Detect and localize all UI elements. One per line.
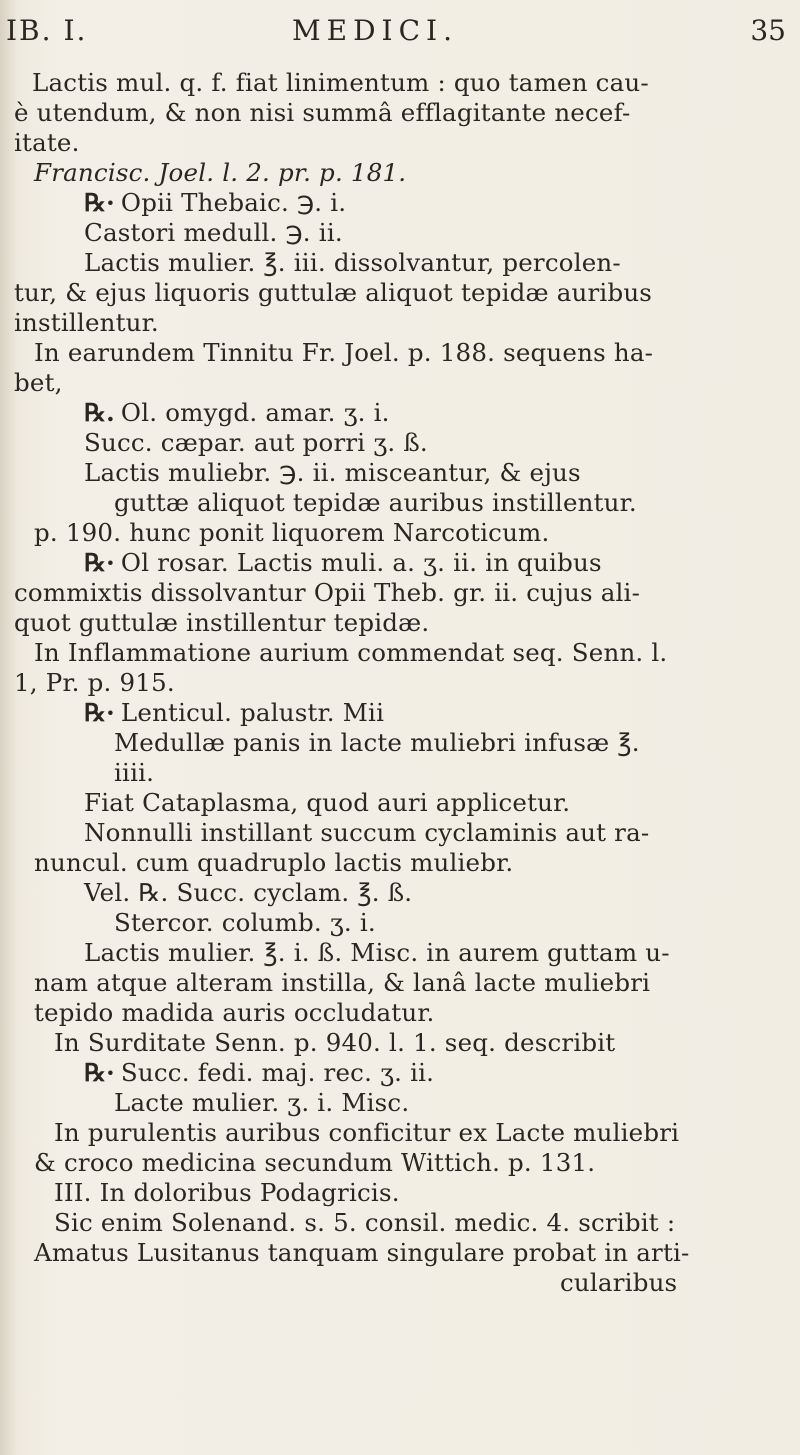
- line-text: Nonnulli instillant succum cyclaminis aut ra-: [84, 818, 650, 847]
- text-line: [14, 668, 175, 698]
- text-line: [114, 1088, 409, 1118]
- text-line: [84, 188, 346, 218]
- text-line: [14, 98, 631, 128]
- line-text: quot guttulæ instillentur tepidæ.: [14, 608, 430, 637]
- text-line: [114, 488, 637, 518]
- line-text: 1, Pr. p. 915.: [14, 668, 175, 697]
- text-line: [84, 788, 570, 818]
- text-line: [14, 278, 652, 308]
- text-line: [84, 818, 649, 848]
- line-text: nam atque alteram instilla, & lanâ lacte muliebri: [34, 968, 651, 997]
- text-line: [32, 68, 649, 98]
- line-text: Opii Thebaic. ℈. i.: [120, 188, 347, 217]
- text-line: [84, 248, 621, 278]
- line-text: Lacte mulier. ʒ. i. Misc.: [114, 1088, 410, 1117]
- text-line: [54, 1208, 675, 1238]
- recipe-symbol: ℞·: [84, 698, 115, 727]
- text-line: [84, 458, 581, 488]
- line-text: Vel. ℞. Succ. cyclam. ℥. ß.: [84, 878, 413, 907]
- line-text: Lactis mulier. ℥. i. ß. Misc. in aurem guttam u-: [84, 938, 670, 967]
- line-text: Fiat Cataplasma, quod auri applicetur.: [84, 788, 571, 817]
- recipe-symbol: ℞.: [84, 398, 115, 427]
- text-line: [14, 128, 80, 158]
- recipe-symbol: ℞·: [84, 188, 115, 217]
- line-text: Medullæ panis in lacte muliebri infusæ ℥.: [114, 728, 640, 757]
- line-text: nuncul. cum quadruplo lactis muliebr.: [34, 848, 514, 877]
- line-text: itate.: [14, 128, 80, 157]
- text-line: [34, 1238, 690, 1268]
- text-line: [14, 578, 640, 608]
- text-line: [34, 638, 667, 668]
- text-line: [84, 938, 670, 968]
- line-text: III. In doloribus Podagricis.: [54, 1178, 400, 1207]
- text-line: [14, 608, 429, 638]
- text-line: [560, 1268, 677, 1298]
- text-line: [84, 548, 602, 578]
- line-text: guttæ aliquot tepidæ auribus instillentur.: [114, 488, 637, 517]
- line-text: commixtis dissolvantur Opii Theb. gr. ii. cujus ali-: [14, 578, 641, 607]
- text-line: [34, 998, 435, 1028]
- text-line: [34, 848, 513, 878]
- text-line: [84, 428, 428, 458]
- line-text: cularibus: [560, 1268, 678, 1297]
- text-line: [54, 1118, 679, 1148]
- line-text: è utendum, & non nisi summâ efflagitante necef-: [14, 98, 631, 127]
- text-line: [114, 908, 376, 938]
- text-line: [34, 1148, 595, 1178]
- text-line: [84, 878, 412, 908]
- line-text: Castori medull. ℈. ii.: [84, 218, 343, 247]
- line-text: Succ. cæpar. aut porri ʒ. ß.: [84, 428, 428, 457]
- header-page-number: 35: [750, 14, 786, 47]
- line-text: & croco medicina secundum Wittich. p. 131.: [34, 1148, 596, 1177]
- text-line: [84, 1058, 434, 1088]
- line-text: In purulentis auribus conficitur ex Lacte muliebri: [54, 1118, 680, 1147]
- text-line: [114, 758, 154, 788]
- line-text: Succ. fedi. maj. rec. ʒ. ii.: [120, 1058, 435, 1087]
- text-line: [54, 1028, 615, 1058]
- line-text: In earundem Tinnitu Fr. Joel. p. 188. sequens ha-: [34, 338, 654, 367]
- text-line: [84, 398, 390, 428]
- line-text: Amatus Lusitanus tanquam singulare probat in arti-: [34, 1238, 690, 1267]
- line-text: tur, & ejus liquoris guttulæ aliquot tepidæ auribus: [14, 278, 653, 307]
- line-text: Stercor. columb. ʒ. i.: [114, 908, 376, 937]
- header-book-number: IB. I.: [6, 14, 88, 47]
- text-line: [34, 158, 406, 188]
- line-text: Ol. omygd. amar. ʒ. i.: [120, 398, 390, 427]
- text-line: [34, 518, 549, 548]
- line-text: Lenticul. palustr. Mii: [120, 698, 385, 727]
- line-text: instillentur.: [14, 308, 159, 337]
- line-text: p. 190. hunc ponit liquorem Narcoticum.: [34, 518, 550, 547]
- running-header: [0, 14, 800, 54]
- line-text: iiii.: [114, 758, 155, 787]
- recipe-symbol: ℞·: [84, 1058, 115, 1087]
- text-line: [54, 1178, 400, 1208]
- line-text: bet,: [14, 368, 63, 397]
- text-line: [34, 338, 653, 368]
- text-line: [14, 368, 63, 398]
- line-text: Ol rosar. Lactis muli. a. ʒ. ii. in quibus: [120, 548, 602, 577]
- header-title: MEDICI.: [292, 14, 459, 47]
- line-text: In Inflammatione aurium commendat seq. Senn. l.: [34, 638, 668, 667]
- line-text: Francisc. Joel. l. 2. pr. p. 181.: [34, 158, 407, 187]
- text-line: [114, 728, 640, 758]
- text-line: [84, 698, 384, 728]
- line-text: tepido madida auris occludatur.: [34, 998, 435, 1027]
- line-text: Sic enim Solenand. s. 5. consil. medic. 4. scribit :: [54, 1208, 676, 1237]
- line-text: Lactis mul. q. f. fiat linimentum : quo tamen cau-: [32, 68, 649, 97]
- line-text: Lactis muliebr. ℈. ii. misceantur, & ejus: [84, 458, 581, 487]
- text-line: [84, 218, 343, 248]
- text-line: [34, 968, 650, 998]
- line-text: Lactis mulier. ℥. iii. dissolvantur, percolen-: [84, 248, 621, 277]
- line-text: In Surditate Senn. p. 940. l. 1. seq. describit: [54, 1028, 616, 1057]
- text-line: [14, 308, 159, 338]
- recipe-symbol: ℞·: [84, 548, 115, 577]
